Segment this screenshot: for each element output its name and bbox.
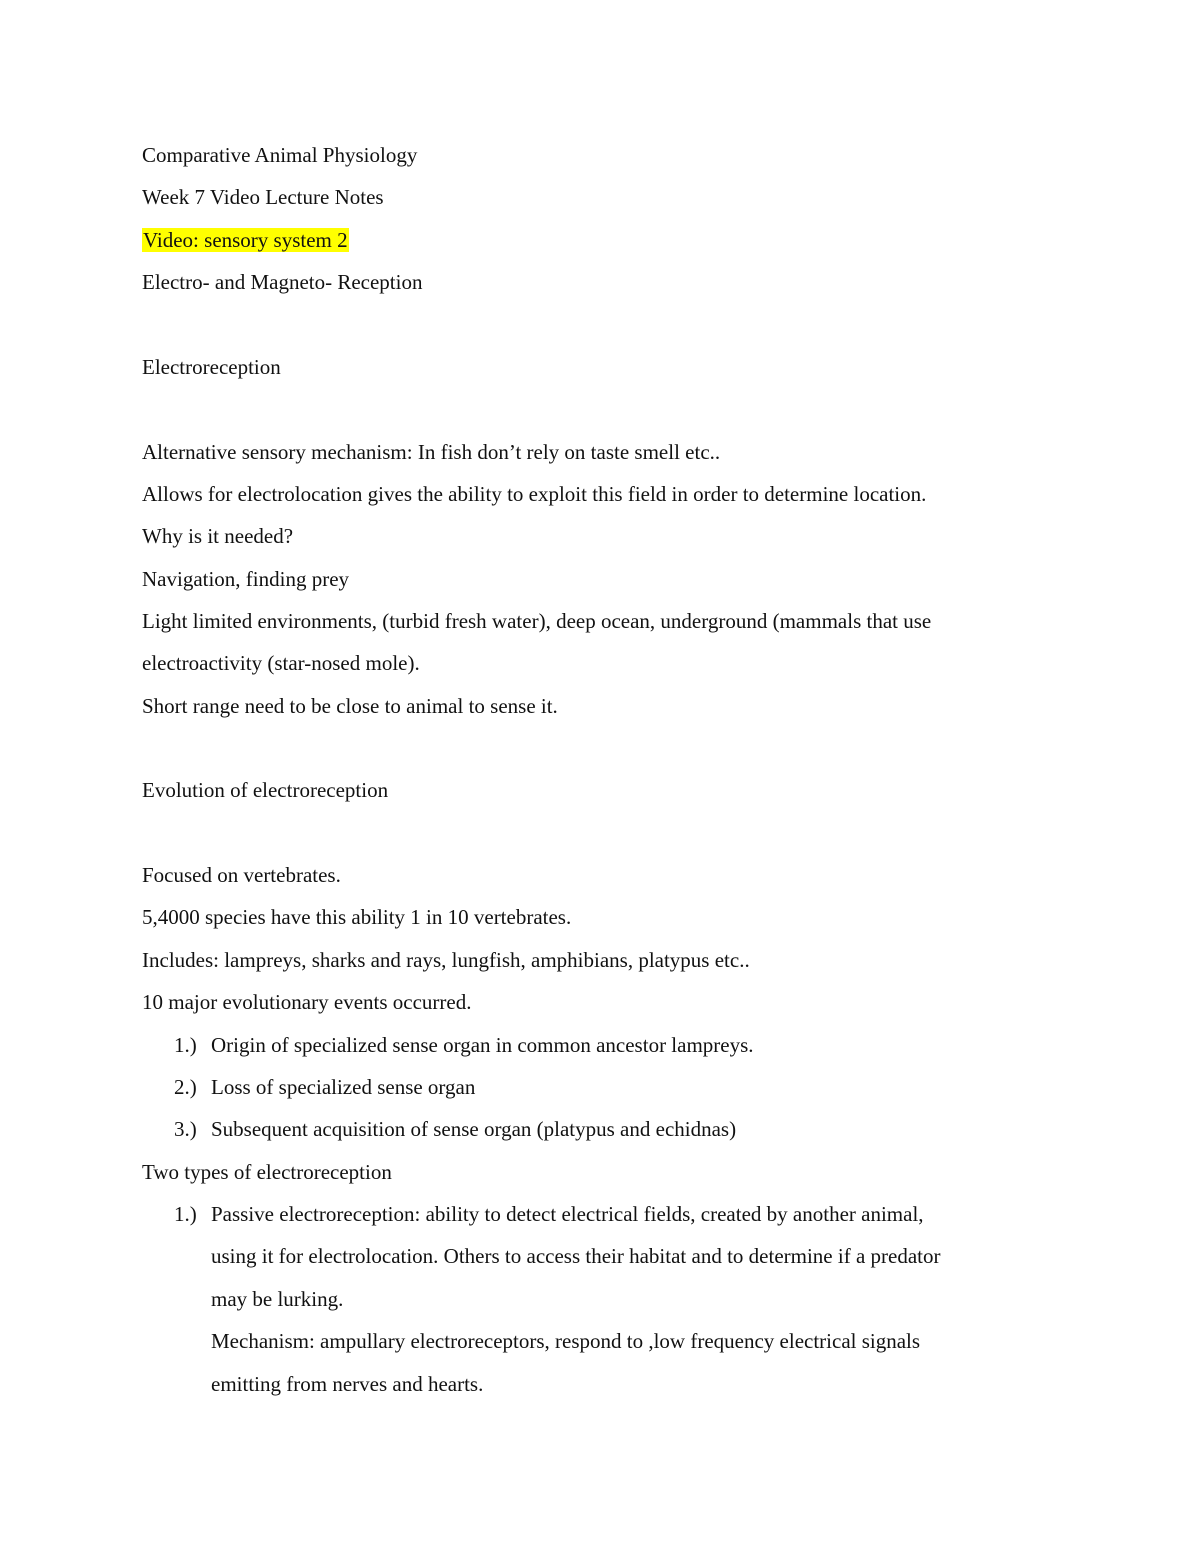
note-line: Focused on vertebrates. bbox=[142, 863, 341, 887]
note-line: Why is it needed? bbox=[142, 524, 294, 548]
list-item-line: may be lurking. bbox=[211, 1287, 344, 1311]
note-line: Includes: lampreys, sharks and rays, lungfish, amphibians, platypus etc.. bbox=[142, 948, 750, 972]
list-item-line: emitting from nerves and hearts. bbox=[211, 1372, 484, 1396]
list-number: 1.) bbox=[174, 1202, 197, 1226]
list-item-line: Passive electroreception: ability to detect electrical fields, created by another animal, bbox=[211, 1202, 924, 1226]
note-line: 10 major evolutionary events occurred. bbox=[142, 990, 472, 1014]
note-line: 5,4000 species have this ability 1 in 10 vertebrates. bbox=[142, 905, 572, 929]
section-heading-evolution: Evolution of electroreception bbox=[142, 778, 389, 802]
subheading-types: Two types of electroreception bbox=[142, 1160, 392, 1184]
list-item-line: using it for electrolocation. Others to access their habitat and to determine if a predator bbox=[211, 1244, 941, 1268]
list-item-line: Mechanism: ampullary electroreceptors, respond to ,low frequency electrical signals bbox=[211, 1329, 921, 1353]
list-item: Origin of specialized sense organ in common ancestor lampreys. bbox=[211, 1033, 754, 1057]
list-item: Loss of specialized sense organ bbox=[211, 1075, 476, 1099]
note-line: Navigation, finding prey bbox=[142, 567, 350, 591]
list-number: 3.) bbox=[174, 1117, 197, 1141]
topic-title: Electro- and Magneto- Reception bbox=[142, 270, 423, 294]
video-title bbox=[142, 227, 349, 253]
note-line: Light limited environments, (turbid fresh water), deep ocean, underground (mammals that use bbox=[142, 609, 932, 633]
note-line: Allows for electrolocation gives the ability to exploit this field in order to determine location. bbox=[142, 482, 927, 506]
list-number: 1.) bbox=[174, 1033, 197, 1057]
list-number: 2.) bbox=[174, 1075, 197, 1099]
section-heading-electroreception: Electroreception bbox=[142, 355, 281, 379]
note-line: Alternative sensory mechanism: In fish don’t rely on taste smell etc.. bbox=[142, 440, 721, 464]
list-item: Subsequent acquisition of sense organ (platypus and echidnas) bbox=[211, 1117, 737, 1141]
course-title: Comparative Animal Physiology bbox=[142, 143, 418, 167]
note-line: Short range need to be close to animal to sense it. bbox=[142, 694, 558, 718]
notes-title: Week 7 Video Lecture Notes bbox=[142, 185, 384, 209]
highlighted-video-label: Video: sensory system 2 bbox=[143, 228, 348, 252]
note-line: electroactivity (star-nosed mole). bbox=[142, 651, 420, 675]
